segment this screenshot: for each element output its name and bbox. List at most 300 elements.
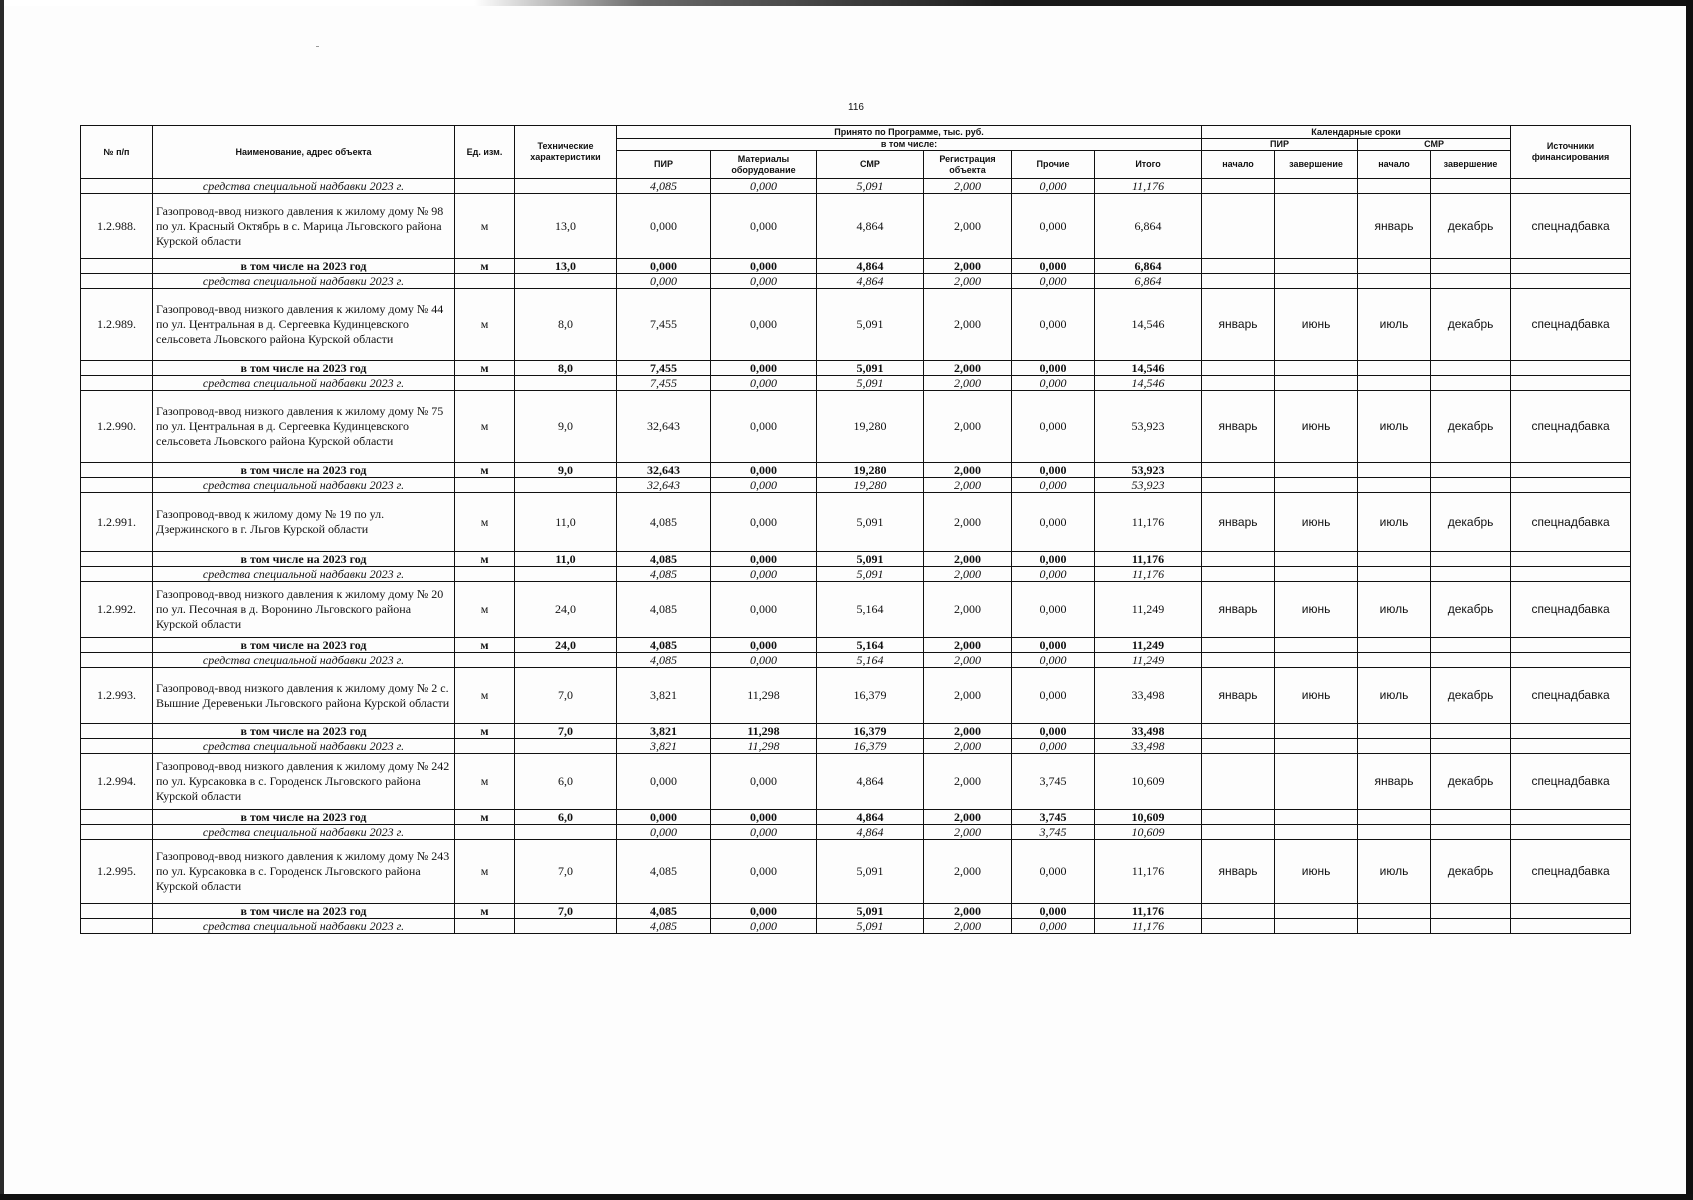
pir-end: июнь [1275,668,1358,724]
empty-cell [1358,567,1431,582]
spec-label: средства специальной надбавки 2023 г. [153,739,455,754]
object-name: Газопровод-ввод к жилому дому № 19 по ул. Дзержинского в г. Льгов Курской области [153,493,455,552]
subtotal-num-cell [81,724,153,739]
pir-start: январь [1202,391,1275,463]
object-name: Газопровод-ввод низкого давления к жилому дому № 242 по ул. Курсаковка в с. Городенск Льговского района Курской области [153,754,455,810]
empty-cell [1275,904,1358,919]
object-row [81,582,1631,638]
subtotal-total: 11,249 [1095,638,1202,653]
subtotal-tech: 6,0 [515,810,617,825]
subtotal-num-cell [81,810,153,825]
object-smr: 5,091 [817,289,924,361]
subtotal-other: 0,000 [1012,552,1095,567]
spec-pir: 4,085 [617,919,711,934]
header-pir: ПИР [617,151,711,179]
header-calendar: Календарные сроки [1202,126,1511,139]
subtotal-smr: 4,864 [817,810,924,825]
pir-end [1275,194,1358,259]
smr-end: декабрь [1431,391,1511,463]
pir-end: июнь [1275,582,1358,638]
pir-start [1202,194,1275,259]
smr-start: июль [1358,493,1431,552]
spec-label: средства специальной надбавки 2023 г. [153,653,455,668]
spec-label: средства специальной надбавки 2023 г. [153,919,455,934]
subtotal-row [81,259,1631,274]
empty-cell [1275,724,1358,739]
object-name: Газопровод-ввод низкого давления к жилому дому № 75 по ул. Центральная в д. Сергеевка Кудинцевского сельсовета Льовского района Курской области [153,391,455,463]
subtotal-num-cell [81,259,153,274]
spec-tech-cell [515,274,617,289]
empty-cell [1275,739,1358,754]
subtotal-materials: 0,000 [711,361,817,376]
empty-cell [1431,259,1511,274]
scan-border-left [0,0,4,1200]
subtotal-unit: м [455,463,515,478]
subtotal-materials: 11,298 [711,724,817,739]
spec-tech-cell [515,478,617,493]
object-unit: м [455,493,515,552]
subtotal-unit: м [455,552,515,567]
spec-registration: 2,000 [924,274,1012,289]
funding-source: спецнадбавка [1511,194,1631,259]
spec-registration: 2,000 [924,825,1012,840]
object-name: Газопровод-ввод низкого давления к жилому дому № 98 по ул. Красный Октябрь в с. Марица Льговского района Курской области [153,194,455,259]
empty-cell [1511,638,1631,653]
spec-registration: 2,000 [924,653,1012,668]
object-materials: 0,000 [711,582,817,638]
empty-cell [1202,478,1275,493]
subtotal-smr: 19,280 [817,463,924,478]
header-pir-end: завершение [1275,151,1358,179]
subtotal-num-cell [81,638,153,653]
subtotal-unit: м [455,259,515,274]
subtotal-num-cell [81,463,153,478]
spec-unit-cell [455,567,515,582]
object-total: 11,176 [1095,840,1202,904]
subtotal-row [81,361,1631,376]
spec-registration: 2,000 [924,567,1012,582]
empty-cell [1431,361,1511,376]
pir-start: январь [1202,493,1275,552]
pir-start: январь [1202,668,1275,724]
subtotal-label: в том числе на 2023 год [153,463,455,478]
subtotal-label: в том числе на 2023 год [153,810,455,825]
spec-other: 3,745 [1012,825,1095,840]
object-pir: 4,085 [617,582,711,638]
empty-cell [1511,653,1631,668]
spec-num-cell [81,919,153,934]
subtotal-other: 3,745 [1012,810,1095,825]
empty-cell [1511,259,1631,274]
empty-cell [1431,179,1511,194]
spec-unit-cell [455,478,515,493]
empty-cell [1202,653,1275,668]
spec-unit-cell [455,825,515,840]
object-pir: 4,085 [617,840,711,904]
subtotal-tech: 9,0 [515,463,617,478]
object-pir: 0,000 [617,754,711,810]
empty-cell [1358,361,1431,376]
object-total: 53,923 [1095,391,1202,463]
empty-cell [1202,919,1275,934]
empty-cell [1275,179,1358,194]
empty-cell [1275,274,1358,289]
spec-num-cell [81,274,153,289]
spec-materials: 0,000 [711,919,817,934]
spec-materials: 0,000 [711,274,817,289]
pir-end: июнь [1275,840,1358,904]
object-unit: м [455,668,515,724]
funding-source: спецнадбавка [1511,668,1631,724]
empty-cell [1202,825,1275,840]
subtotal-total: 10,609 [1095,810,1202,825]
spec-other: 0,000 [1012,653,1095,668]
object-row [81,840,1631,904]
empty-cell [1202,724,1275,739]
empty-cell [1431,919,1511,934]
object-registration: 2,000 [924,582,1012,638]
object-smr: 5,091 [817,840,924,904]
object-smr: 19,280 [817,391,924,463]
subtotal-registration: 2,000 [924,638,1012,653]
empty-cell [1202,638,1275,653]
smr-start: июль [1358,391,1431,463]
subtotal-registration: 2,000 [924,904,1012,919]
subtotal-total: 11,176 [1095,552,1202,567]
spec-other: 0,000 [1012,376,1095,391]
spec-label: средства специальной надбавки 2023 г. [153,274,455,289]
header-materials: Материалы оборудование [711,151,817,179]
spec-pir: 32,643 [617,478,711,493]
spec-row [81,179,1631,194]
object-pir: 32,643 [617,391,711,463]
subtotal-total: 6,864 [1095,259,1202,274]
scan-speck [316,46,319,47]
subtotal-label: в том числе на 2023 год [153,724,455,739]
table-body [81,179,1631,934]
smr-start: июль [1358,840,1431,904]
spec-tech-cell [515,567,617,582]
header-smr-start: начало [1358,151,1431,179]
empty-cell [1358,463,1431,478]
object-row [81,289,1631,361]
pir-start: январь [1202,582,1275,638]
empty-cell [1275,638,1358,653]
spec-smr: 5,091 [817,919,924,934]
empty-cell [1275,653,1358,668]
empty-cell [1511,739,1631,754]
empty-cell [1358,552,1431,567]
subtotal-registration: 2,000 [924,552,1012,567]
subtotal-total: 53,923 [1095,463,1202,478]
object-tech: 6,0 [515,754,617,810]
subtotal-smr: 16,379 [817,724,924,739]
spec-registration: 2,000 [924,739,1012,754]
object-other: 0,000 [1012,493,1095,552]
smr-end: декабрь [1431,194,1511,259]
object-number: 1.2.995. [81,840,153,904]
subtotal-pir: 4,085 [617,904,711,919]
spec-label: средства специальной надбавки 2023 г. [153,567,455,582]
empty-cell [1431,739,1511,754]
object-number: 1.2.989. [81,289,153,361]
empty-cell [1431,653,1511,668]
spec-tech-cell [515,739,617,754]
empty-cell [1275,376,1358,391]
empty-cell [1202,552,1275,567]
pir-end: июнь [1275,391,1358,463]
header-including: в том числе: [617,139,1202,151]
spec-other: 0,000 [1012,919,1095,934]
smr-start: январь [1358,754,1431,810]
empty-cell [1275,463,1358,478]
subtotal-total: 11,176 [1095,904,1202,919]
object-pir: 4,085 [617,493,711,552]
empty-cell [1358,724,1431,739]
subtotal-tech: 11,0 [515,552,617,567]
smr-start: июль [1358,582,1431,638]
object-unit: м [455,840,515,904]
object-registration: 2,000 [924,840,1012,904]
empty-cell [1511,919,1631,934]
pir-end: июнь [1275,289,1358,361]
header-tech: Технические характеристики [515,126,617,179]
empty-cell [1511,552,1631,567]
object-materials: 11,298 [711,668,817,724]
object-number: 1.2.991. [81,493,153,552]
empty-cell [1202,259,1275,274]
spec-pir: 0,000 [617,825,711,840]
spec-pir: 0,000 [617,274,711,289]
spec-unit-cell [455,919,515,934]
subtotal-other: 0,000 [1012,904,1095,919]
subtotal-other: 0,000 [1012,259,1095,274]
spec-other: 0,000 [1012,567,1095,582]
spec-other: 0,000 [1012,274,1095,289]
header-cal-pir: ПИР [1202,139,1358,151]
object-name: Газопровод-ввод низкого давления к жилому дому № 2 с. Вышние Деревеньки Льговского района Курской области [153,668,455,724]
spec-row [81,739,1631,754]
subtotal-other: 0,000 [1012,463,1095,478]
funding-source: спецнадбавка [1511,493,1631,552]
subtotal-tech: 24,0 [515,638,617,653]
subtotal-row [81,552,1631,567]
subtotal-pir: 4,085 [617,638,711,653]
header-cal-smr: СМР [1358,139,1511,151]
spec-materials: 0,000 [711,478,817,493]
subtotal-tech: 13,0 [515,259,617,274]
pir-end [1275,754,1358,810]
spec-pir: 4,085 [617,179,711,194]
spec-smr: 5,091 [817,567,924,582]
spec-row [81,478,1631,493]
empty-cell [1431,376,1511,391]
object-unit: м [455,754,515,810]
object-name: Газопровод-ввод низкого давления к жилому дому № 20 по ул. Песочная в д. Воронино Льговского района Курской области [153,582,455,638]
empty-cell [1358,739,1431,754]
funding-source: спецнадбавка [1511,840,1631,904]
object-row [81,493,1631,552]
empty-cell [1358,478,1431,493]
empty-cell [1431,904,1511,919]
spec-label: средства специальной надбавки 2023 г. [153,825,455,840]
subtotal-materials: 0,000 [711,904,817,919]
spec-unit-cell [455,376,515,391]
spec-tech-cell [515,179,617,194]
empty-cell [1358,179,1431,194]
object-number: 1.2.988. [81,194,153,259]
subtotal-tech: 7,0 [515,904,617,919]
spec-materials: 0,000 [711,653,817,668]
object-number: 1.2.990. [81,391,153,463]
empty-cell [1202,904,1275,919]
spec-unit-cell [455,274,515,289]
smr-end: декабрь [1431,668,1511,724]
empty-cell [1358,376,1431,391]
object-total: 11,249 [1095,582,1202,638]
empty-cell [1275,361,1358,376]
object-other: 0,000 [1012,840,1095,904]
subtotal-smr: 4,864 [817,259,924,274]
object-materials: 0,000 [711,754,817,810]
object-smr: 4,864 [817,754,924,810]
empty-cell [1511,274,1631,289]
spec-other: 0,000 [1012,179,1095,194]
object-other: 0,000 [1012,391,1095,463]
subtotal-pir: 7,455 [617,361,711,376]
subtotal-other: 0,000 [1012,638,1095,653]
subtotal-smr: 5,164 [817,638,924,653]
header-other: Прочие [1012,151,1095,179]
subtotal-registration: 2,000 [924,810,1012,825]
subtotal-unit: м [455,361,515,376]
object-row [81,194,1631,259]
spec-row [81,567,1631,582]
empty-cell [1275,825,1358,840]
object-registration: 2,000 [924,391,1012,463]
spec-total: 11,176 [1095,567,1202,582]
empty-cell [1275,567,1358,582]
header-registration: Регистрация объекта [924,151,1012,179]
spec-label: средства специальной надбавки 2023 г. [153,376,455,391]
header-num: № п/п [81,126,153,179]
empty-cell [1358,904,1431,919]
empty-cell [1202,361,1275,376]
pir-start: январь [1202,840,1275,904]
spec-unit-cell [455,739,515,754]
subtotal-registration: 2,000 [924,361,1012,376]
subtotal-pir: 0,000 [617,259,711,274]
table-header [81,126,1631,179]
empty-cell [1511,904,1631,919]
subtotal-row [81,810,1631,825]
subtotal-registration: 2,000 [924,724,1012,739]
object-materials: 0,000 [711,391,817,463]
empty-cell [1511,724,1631,739]
pir-start: январь [1202,289,1275,361]
subtotal-unit: м [455,810,515,825]
object-materials: 0,000 [711,194,817,259]
empty-cell [1431,810,1511,825]
funding-source: спецнадбавка [1511,582,1631,638]
subtotal-materials: 0,000 [711,259,817,274]
subtotal-pir: 32,643 [617,463,711,478]
spec-label: средства специальной надбавки 2023 г. [153,478,455,493]
spec-num-cell [81,567,153,582]
header-pir-start: начало [1202,151,1275,179]
spec-smr: 5,164 [817,653,924,668]
subtotal-smr: 5,091 [817,552,924,567]
object-other: 3,745 [1012,754,1095,810]
header-sources: Источники финансирования [1511,126,1631,179]
spec-unit-cell [455,179,515,194]
object-unit: м [455,391,515,463]
empty-cell [1275,552,1358,567]
subtotal-unit: м [455,638,515,653]
spec-other: 0,000 [1012,478,1095,493]
empty-cell [1358,653,1431,668]
smr-start: июль [1358,668,1431,724]
object-tech: 7,0 [515,668,617,724]
empty-cell [1202,274,1275,289]
spec-smr: 19,280 [817,478,924,493]
empty-cell [1511,376,1631,391]
object-smr: 5,091 [817,493,924,552]
smr-start: январь [1358,194,1431,259]
object-registration: 2,000 [924,754,1012,810]
empty-cell [1358,638,1431,653]
spec-total: 53,923 [1095,478,1202,493]
object-smr: 4,864 [817,194,924,259]
spec-materials: 0,000 [711,376,817,391]
smr-end: декабрь [1431,840,1511,904]
spec-pir: 4,085 [617,653,711,668]
spec-other: 0,000 [1012,739,1095,754]
object-total: 33,498 [1095,668,1202,724]
object-pir: 0,000 [617,194,711,259]
subtotal-unit: м [455,904,515,919]
subtotal-row [81,463,1631,478]
spec-tech-cell [515,825,617,840]
subtotal-label: в том числе на 2023 год [153,552,455,567]
header-name: Наименование, адрес объекта [153,126,455,179]
scan-border-bottom [0,1194,1693,1200]
subtotal-num-cell [81,552,153,567]
empty-cell [1358,919,1431,934]
empty-cell [1202,376,1275,391]
object-row [81,668,1631,724]
spec-num-cell [81,478,153,493]
spec-tech-cell [515,653,617,668]
empty-cell [1431,638,1511,653]
spec-registration: 2,000 [924,919,1012,934]
object-tech: 11,0 [515,493,617,552]
spec-label: средства специальной надбавки 2023 г. [153,179,455,194]
object-pir: 7,455 [617,289,711,361]
empty-cell [1358,825,1431,840]
subtotal-unit: м [455,724,515,739]
subtotal-num-cell [81,904,153,919]
subtotal-label: в том числе на 2023 год [153,904,455,919]
spec-num-cell [81,739,153,754]
empty-cell [1431,567,1511,582]
subtotal-materials: 0,000 [711,638,817,653]
object-smr: 16,379 [817,668,924,724]
object-total: 14,546 [1095,289,1202,361]
spec-row [81,653,1631,668]
spec-registration: 2,000 [924,376,1012,391]
spec-total: 33,498 [1095,739,1202,754]
